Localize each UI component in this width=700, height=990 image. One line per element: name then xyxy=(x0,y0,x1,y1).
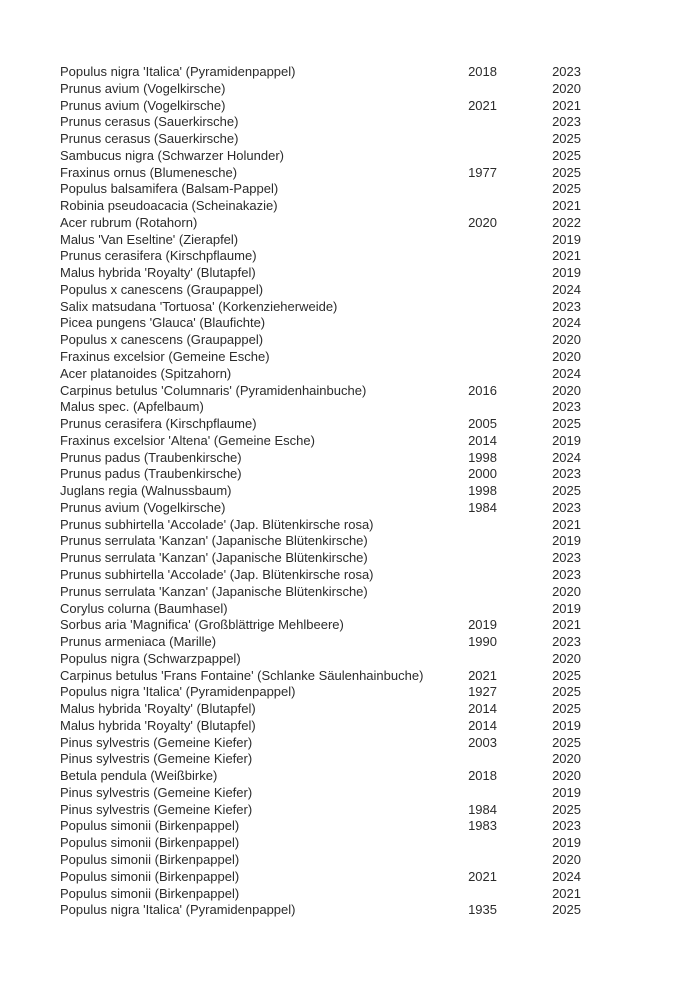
tree-name: Salix matsudana 'Tortuosa' (Korkenzieherweide) xyxy=(60,298,338,314)
table-row xyxy=(60,869,581,886)
year-column-2: 2021 xyxy=(552,198,581,214)
tree-name: Sorbus aria 'Magnifica' (Großblättrige Mehlbeere) xyxy=(60,617,344,633)
table-row xyxy=(60,265,581,282)
table-row xyxy=(60,181,581,198)
year-column-2: 2025 xyxy=(552,801,581,817)
tree-name: Prunus cerasifera (Kirschpflaume) xyxy=(60,248,257,264)
year-column-1: 1935 xyxy=(468,902,497,918)
year-column-2: 2022 xyxy=(552,214,581,230)
tree-name: Populus simonii (Birkenpappel) xyxy=(60,868,240,884)
year-column-2: 2025 xyxy=(552,734,581,750)
tree-name: Picea pungens 'Glauca' (Blaufichte) xyxy=(60,315,266,331)
tree-name: Malus 'Van Eseltine' (Zierapfel) xyxy=(60,231,239,247)
tree-name: Prunus cerasifera (Kirschpflaume) xyxy=(60,416,257,432)
year-column-2: 2023 xyxy=(552,466,581,482)
tree-name: Populus x canescens (Graupappel) xyxy=(60,332,264,348)
year-column-2: 2024 xyxy=(552,315,581,331)
table-row xyxy=(60,533,581,550)
tree-name: Populus x canescens (Graupappel) xyxy=(60,281,264,297)
tree-name: Betula pendula (Weißbirke) xyxy=(60,768,218,784)
tree-name: Fraxinus excelsior (Gemeine Esche) xyxy=(60,349,270,365)
table-row xyxy=(60,701,581,718)
year-column-2: 2023 xyxy=(552,64,581,79)
tree-name: Prunus avium (Vogelkirsche) xyxy=(60,97,226,113)
year-column-2: 2024 xyxy=(552,449,581,465)
tree-name: Prunus cerasus (Sauerkirsche) xyxy=(60,114,239,130)
table-row xyxy=(60,215,581,232)
tree-name: Pinus sylvestris (Gemeine Kiefer) xyxy=(60,734,253,750)
tree-name: Acer platanoides (Spitzahorn) xyxy=(60,365,232,381)
table-row xyxy=(60,802,581,819)
year-column-2: 2025 xyxy=(552,701,581,717)
year-column-1: 2005 xyxy=(468,416,497,432)
year-column-2: 2021 xyxy=(552,97,581,113)
table-row xyxy=(60,98,581,115)
year-column-2: 2025 xyxy=(552,902,581,918)
tree-name: Prunus subhirtella 'Accolade' (Jap. Blütenkirsche rosa) xyxy=(60,566,374,582)
table-row xyxy=(60,64,581,81)
table-row xyxy=(60,483,581,500)
table-row xyxy=(60,835,581,852)
tree-name: Pinus sylvestris (Gemeine Kiefer) xyxy=(60,751,253,767)
year-column-1: 1998 xyxy=(468,483,497,499)
year-column-1: 2000 xyxy=(468,466,497,482)
tree-name: Populus nigra 'Italica' (Pyramidenpappel) xyxy=(60,64,296,79)
table-row xyxy=(60,399,581,416)
table-row xyxy=(60,768,581,785)
tree-name: Prunus armeniaca (Marille) xyxy=(60,634,217,650)
tree-name: Populus nigra (Schwarzpappel) xyxy=(60,650,241,666)
year-column-2: 2021 xyxy=(552,248,581,264)
table-row xyxy=(60,450,581,467)
table-row xyxy=(60,785,581,802)
table-row xyxy=(60,751,581,768)
year-column-2: 2019 xyxy=(552,231,581,247)
tree-name: Populus simonii (Birkenpappel) xyxy=(60,835,240,851)
tree-name: Prunus subhirtella 'Accolade' (Jap. Blütenkirsche rosa) xyxy=(60,516,374,532)
tree-name: Prunus avium (Vogelkirsche) xyxy=(60,80,226,96)
year-column-2: 2020 xyxy=(552,851,581,867)
table-row xyxy=(60,466,581,483)
table-row xyxy=(60,651,581,668)
table-row xyxy=(60,617,581,634)
table-row xyxy=(60,349,581,366)
tree-name: Carpinus betulus 'Columnaris' (Pyramidenhainbuche) xyxy=(60,382,367,398)
year-column-2: 2019 xyxy=(552,784,581,800)
table-row xyxy=(60,500,581,517)
tree-name: Populus simonii (Birkenpappel) xyxy=(60,885,240,901)
year-column-2: 2020 xyxy=(552,583,581,599)
year-column-2: 2024 xyxy=(552,868,581,884)
year-column-1: 1983 xyxy=(468,818,497,834)
year-column-2: 2021 xyxy=(552,885,581,901)
year-column-2: 2019 xyxy=(552,265,581,281)
table-row xyxy=(60,148,581,165)
year-column-2: 2025 xyxy=(552,131,581,147)
year-column-1: 2018 xyxy=(468,64,497,79)
year-column-1: 1927 xyxy=(468,684,497,700)
tree-name: Malus spec. (Apfelbaum) xyxy=(60,399,204,415)
table-row xyxy=(60,735,581,752)
year-column-2: 2021 xyxy=(552,617,581,633)
year-column-1: 2019 xyxy=(468,617,497,633)
year-column-1: 2018 xyxy=(468,768,497,784)
year-column-2: 2023 xyxy=(552,550,581,566)
year-column-2: 2023 xyxy=(552,818,581,834)
year-column-2: 2019 xyxy=(552,533,581,549)
table-row xyxy=(60,584,581,601)
table-row xyxy=(60,718,581,735)
year-column-2: 2019 xyxy=(552,717,581,733)
tree-name: Acer rubrum (Rotahorn) xyxy=(60,214,198,230)
year-column-2: 2020 xyxy=(552,768,581,784)
year-column-2: 2025 xyxy=(552,181,581,197)
tree-name: Prunus padus (Traubenkirsche) xyxy=(60,449,242,465)
table-row xyxy=(60,282,581,299)
year-column-2: 2019 xyxy=(552,600,581,616)
tree-name: Pinus sylvestris (Gemeine Kiefer) xyxy=(60,801,253,817)
table-row xyxy=(60,550,581,567)
table-row xyxy=(60,81,581,98)
table-row xyxy=(60,131,581,148)
table-row xyxy=(60,248,581,265)
table-row xyxy=(60,332,581,349)
tree-name: Prunus padus (Traubenkirsche) xyxy=(60,466,242,482)
tree-name: Fraxinus ornus (Blumenesche) xyxy=(60,164,238,180)
table-row xyxy=(60,668,581,685)
year-column-2: 2023 xyxy=(552,566,581,582)
table-row xyxy=(60,902,581,919)
tree-name: Juglans regia (Walnussbaum) xyxy=(60,483,232,499)
year-column-2: 2025 xyxy=(552,147,581,163)
year-column-2: 2025 xyxy=(552,684,581,700)
year-column-1: 2020 xyxy=(468,214,497,230)
table-row xyxy=(60,852,581,869)
year-column-2: 2025 xyxy=(552,667,581,683)
year-column-2: 2020 xyxy=(552,80,581,96)
year-column-2: 2019 xyxy=(552,432,581,448)
year-column-2: 2025 xyxy=(552,416,581,432)
year-column-1: 1998 xyxy=(468,449,497,465)
tree-name: Carpinus betulus 'Frans Fontaine' (Schlanke Säulenhainbuche) xyxy=(60,667,424,683)
tree-name: Populus nigra 'Italica' (Pyramidenpappel) xyxy=(60,684,296,700)
year-column-1: 2021 xyxy=(468,667,497,683)
year-column-2: 2020 xyxy=(552,349,581,365)
table-row xyxy=(60,366,581,383)
table-row xyxy=(60,315,581,332)
year-column-2: 2021 xyxy=(552,516,581,532)
tree-name: Pinus sylvestris (Gemeine Kiefer) xyxy=(60,784,253,800)
table-row xyxy=(60,517,581,534)
table-row xyxy=(60,567,581,584)
table-row xyxy=(60,684,581,701)
tree-name: Prunus serrulata 'Kanzan' (Japanische Blütenkirsche) xyxy=(60,583,368,599)
year-column-1: 2016 xyxy=(468,382,497,398)
year-column-2: 2024 xyxy=(552,281,581,297)
year-column-2: 2020 xyxy=(552,332,581,348)
year-column-1: 2014 xyxy=(468,717,497,733)
year-column-2: 2023 xyxy=(552,399,581,415)
year-column-2: 2020 xyxy=(552,751,581,767)
tree-name: Prunus cerasus (Sauerkirsche) xyxy=(60,131,239,147)
table-row xyxy=(60,232,581,249)
table-row xyxy=(60,198,581,215)
tree-name: Populus nigra 'Italica' (Pyramidenpappel) xyxy=(60,902,296,918)
tree-name: Robinia pseudoacacia (Scheinakazie) xyxy=(60,198,278,214)
year-column-1: 2021 xyxy=(468,97,497,113)
year-column-1: 1990 xyxy=(468,634,497,650)
table-row xyxy=(60,383,581,400)
year-column-2: 2020 xyxy=(552,650,581,666)
year-column-2: 2020 xyxy=(552,382,581,398)
table-row xyxy=(60,165,581,182)
tree-name: Malus hybrida 'Royalty' (Blutapfel) xyxy=(60,717,256,733)
year-column-2: 2019 xyxy=(552,835,581,851)
year-column-1: 2014 xyxy=(468,701,497,717)
year-column-2: 2023 xyxy=(552,114,581,130)
year-column-1: 2014 xyxy=(468,432,497,448)
table-row xyxy=(60,634,581,651)
tree-name: Malus hybrida 'Royalty' (Blutapfel) xyxy=(60,701,256,717)
tree-list xyxy=(60,64,581,919)
tree-name: Prunus serrulata 'Kanzan' (Japanische Blütenkirsche) xyxy=(60,533,368,549)
year-column-2: 2025 xyxy=(552,483,581,499)
year-column-1: 1977 xyxy=(468,164,497,180)
table-row xyxy=(60,433,581,450)
tree-name: Prunus serrulata 'Kanzan' (Japanische Blütenkirsche) xyxy=(60,550,368,566)
year-column-2: 2023 xyxy=(552,499,581,515)
tree-name: Populus simonii (Birkenpappel) xyxy=(60,851,240,867)
tree-name: Populus simonii (Birkenpappel) xyxy=(60,818,240,834)
tree-name: Sambucus nigra (Schwarzer Holunder) xyxy=(60,147,284,163)
year-column-1: 1984 xyxy=(468,499,497,515)
tree-name: Corylus colurna (Baumhasel) xyxy=(60,600,228,616)
year-column-2: 2023 xyxy=(552,298,581,314)
year-column-1: 1984 xyxy=(468,801,497,817)
table-row xyxy=(60,114,581,131)
table-row xyxy=(60,818,581,835)
table-row xyxy=(60,416,581,433)
tree-name: Prunus avium (Vogelkirsche) xyxy=(60,499,226,515)
table-row xyxy=(60,299,581,316)
year-column-1: 2021 xyxy=(468,868,497,884)
tree-name: Fraxinus excelsior 'Altena' (Gemeine Esche) xyxy=(60,432,315,448)
table-row xyxy=(60,601,581,618)
tree-name: Populus balsamifera (Balsam-Pappel) xyxy=(60,181,279,197)
year-column-1: 2003 xyxy=(468,734,497,750)
year-column-2: 2023 xyxy=(552,634,581,650)
table-row xyxy=(60,886,581,903)
year-column-2: 2025 xyxy=(552,164,581,180)
year-column-2: 2024 xyxy=(552,365,581,381)
tree-name: Malus hybrida 'Royalty' (Blutapfel) xyxy=(60,265,256,281)
